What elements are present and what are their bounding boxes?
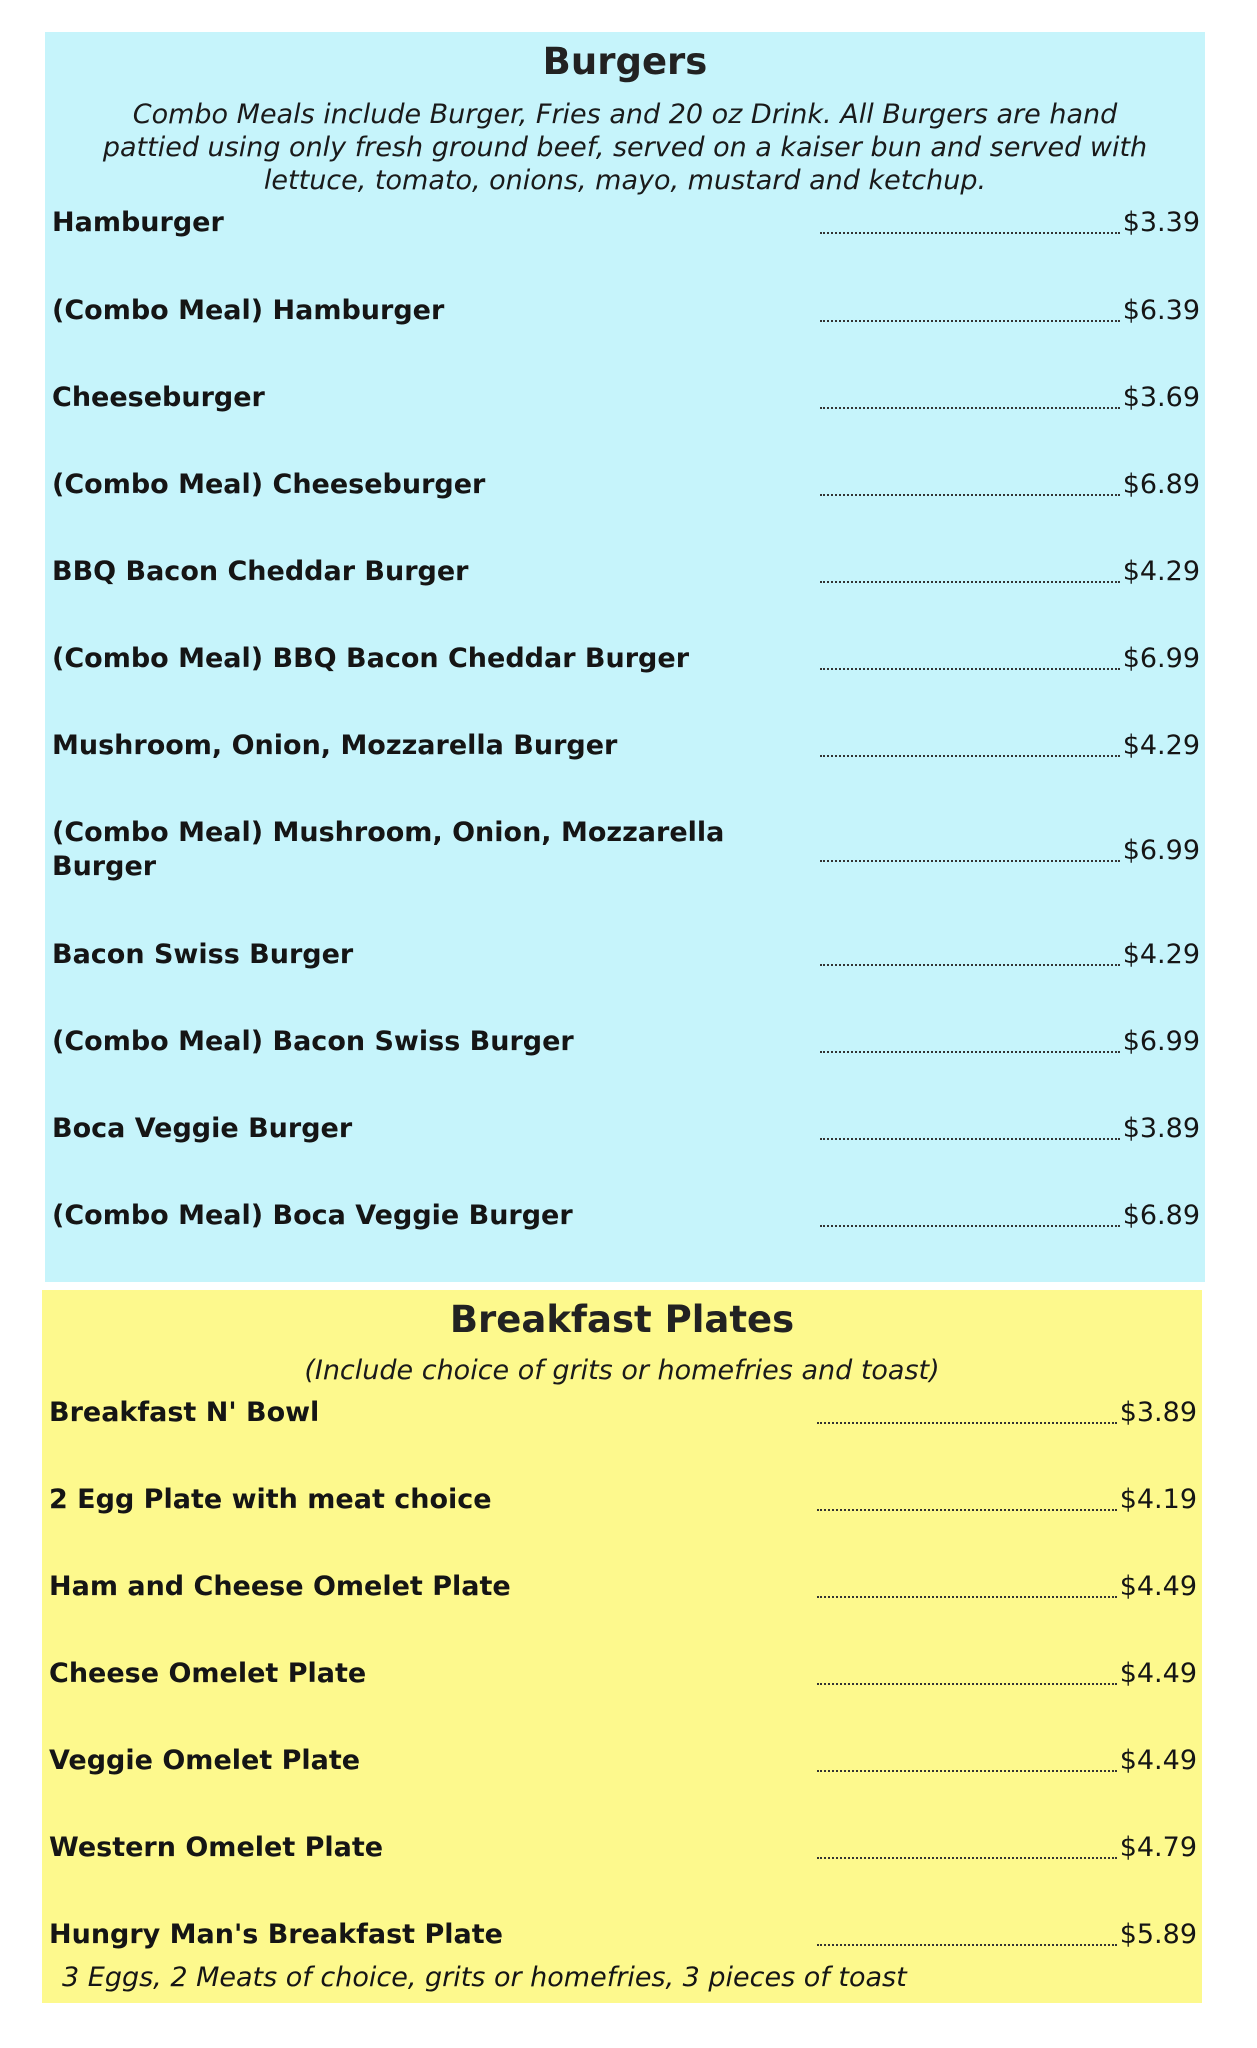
dot-leader xyxy=(820,577,1120,583)
item-name: (Combo Meal) BBQ Bacon Cheddar Burger xyxy=(52,643,690,674)
item-price: $6.89 xyxy=(1122,1200,1200,1231)
item-name: Veggie Omelet Plate xyxy=(49,1745,361,1776)
dot-leader xyxy=(820,316,1120,322)
breakfast-description: (Include choice of grits or homefries and toast) xyxy=(304,1355,940,1386)
dot-leader xyxy=(817,1766,1117,1772)
item-price: $6.99 xyxy=(1122,643,1200,674)
dot-leader xyxy=(820,1047,1120,1053)
item-name: Bacon Swiss Burger xyxy=(52,939,354,970)
item-name: Boca Veggie Burger xyxy=(52,1113,353,1144)
dot-leader xyxy=(820,856,1120,862)
item-name: (Combo Meal) Mushroom, Onion, Mozzarella Burger xyxy=(52,817,725,882)
item-price: $3.89 xyxy=(1122,1113,1200,1144)
breakfast-title: Breakfast Plates xyxy=(449,1298,795,1341)
item-name: Ham and Cheese Omelet Plate xyxy=(49,1571,511,1602)
item-name: 2 Egg Plate with meat choice xyxy=(49,1484,492,1515)
item-name: Hamburger xyxy=(52,207,224,238)
item-price: $4.49 xyxy=(1119,1571,1197,1602)
item-name: (Combo Meal) Hamburger xyxy=(52,295,445,326)
dot-leader xyxy=(820,490,1120,496)
item-price: $6.39 xyxy=(1122,295,1200,326)
item-price: $3.69 xyxy=(1122,382,1200,413)
dot-leader xyxy=(820,228,1120,234)
dot-leader xyxy=(820,1134,1120,1140)
item-price: $4.29 xyxy=(1122,939,1200,970)
dot-leader xyxy=(817,1853,1117,1859)
burgers-title: Burgers xyxy=(542,40,708,83)
item-price: $4.19 xyxy=(1119,1484,1197,1515)
item-price: $4.79 xyxy=(1119,1832,1197,1863)
item-name: Hungry Man's Breakfast Plate xyxy=(49,1919,503,1950)
burgers-section xyxy=(45,32,1205,1282)
dot-leader xyxy=(820,1221,1120,1227)
item-price: $5.89 xyxy=(1119,1919,1197,1950)
breakfast-section xyxy=(42,1290,1202,2003)
dot-leader xyxy=(817,1505,1117,1511)
burgers-description: Combo Meals include Burger, Fries and 20 oz Drink. All Burgers are hand pattied using only fresh ground beef, served on a kaiser bun and served with lettuce, tomato, onions, mayo, mustard and ketchup. xyxy=(102,99,1148,196)
item-price: $3.39 xyxy=(1122,207,1200,238)
item-price: $3.89 xyxy=(1119,1397,1197,1428)
dot-leader xyxy=(817,1679,1117,1685)
item-price: $4.49 xyxy=(1119,1745,1197,1776)
item-name: Cheeseburger xyxy=(52,382,265,413)
item-name: BBQ Bacon Cheddar Burger xyxy=(52,556,469,587)
dot-leader xyxy=(820,751,1120,757)
item-name: Breakfast N' Bowl xyxy=(49,1397,320,1428)
item-name: Western Omelet Plate xyxy=(49,1832,384,1863)
dot-leader xyxy=(817,1592,1117,1598)
dot-leader xyxy=(820,664,1120,670)
item-price: $4.49 xyxy=(1119,1658,1197,1689)
item-name: Cheese Omelet Plate xyxy=(49,1658,367,1689)
item-price: $6.99 xyxy=(1122,835,1200,866)
item-name: (Combo Meal) Cheeseburger xyxy=(52,469,486,500)
item-name: Mushroom, Onion, Mozzarella Burger xyxy=(52,730,618,761)
dot-leader xyxy=(820,960,1120,966)
hungry-man-note: 3 Eggs, 2 Meats of choice, grits or homefries, 3 pieces of toast xyxy=(62,1962,907,1993)
item-price: $6.89 xyxy=(1122,469,1200,500)
item-price: $4.29 xyxy=(1122,730,1200,761)
dot-leader xyxy=(817,1940,1117,1946)
dot-leader xyxy=(820,403,1120,409)
item-price: $4.29 xyxy=(1122,556,1200,587)
item-name: (Combo Meal) Bacon Swiss Burger xyxy=(52,1026,574,1057)
item-price: $6.99 xyxy=(1122,1026,1200,1057)
dot-leader xyxy=(817,1418,1117,1424)
item-name: (Combo Meal) Boca Veggie Burger xyxy=(52,1200,573,1231)
